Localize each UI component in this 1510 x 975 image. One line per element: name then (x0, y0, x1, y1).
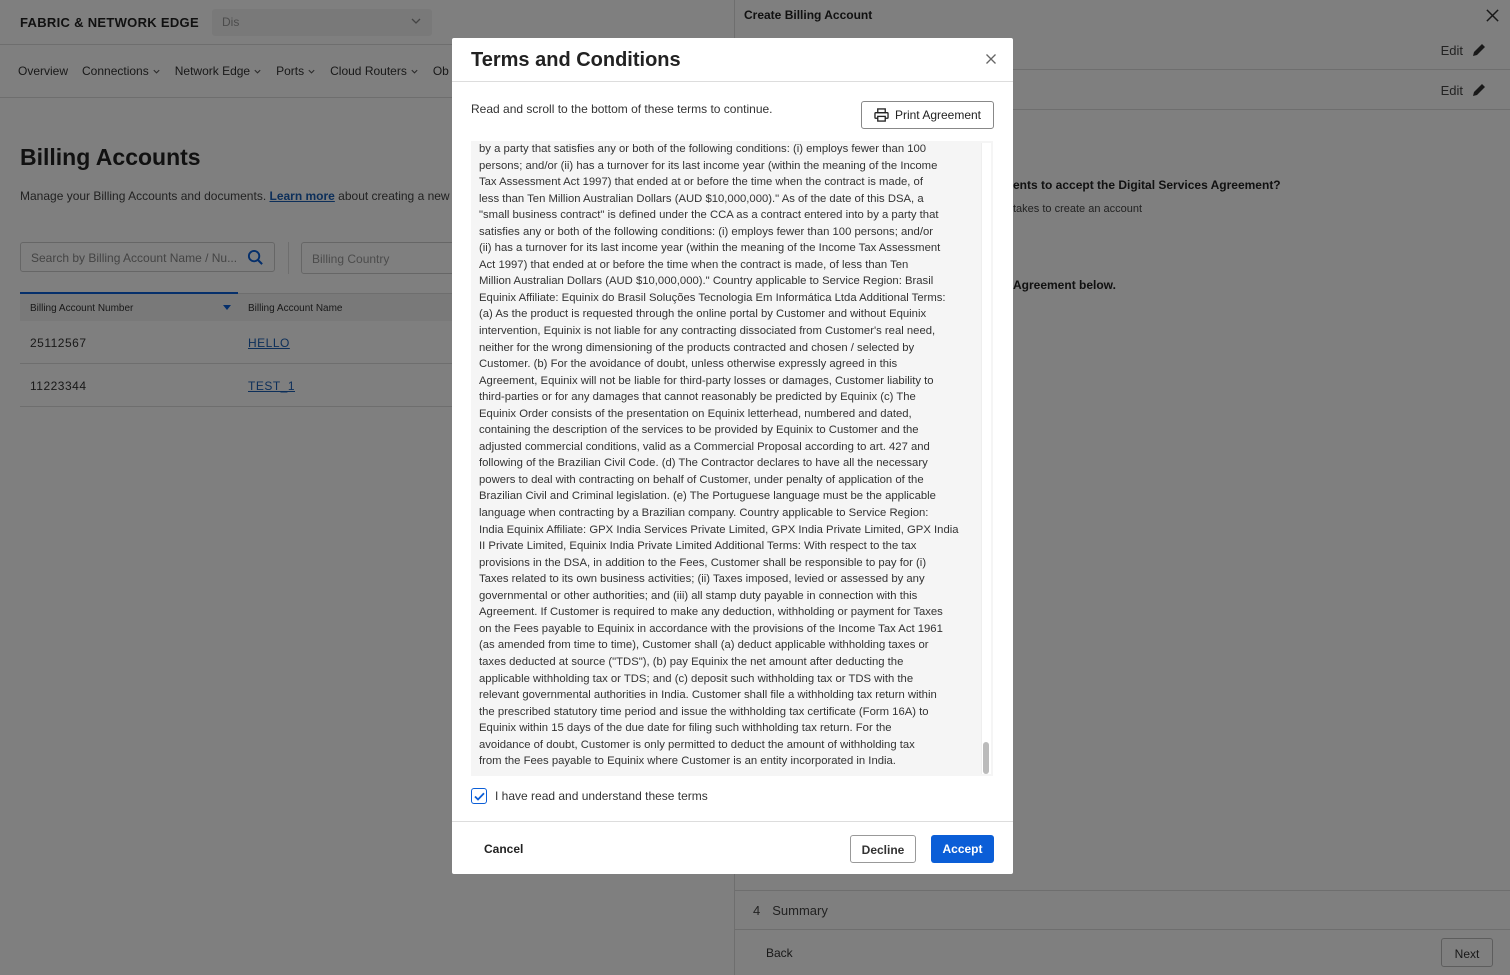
check-icon (474, 792, 485, 801)
terms-scroll-area[interactable] (471, 141, 993, 776)
terms-text: by a party that satisfies any or both of the following conditions: (i) employs fewer than 100 persons; and/or (ii) has a turnover for its last income year (within the meaning of the Income Tax Assessment Act 1997) that ended at or before the time when the contract is made, of less than Ten Million Australian Dollars (AUD $10,000,000)." As of the date of this DSA, a "small business contract" is defined under the CCA as a contract entered into by a party that satisfies any or both of the following conditions: (i) employs fewer than 100 persons; and/or (ii) has a turnover for its last income year (within the meaning of the Income Tax Assessment Act 1997) that ended at or before the time when the contract is made, of less than Ten Million Australian Dollars (AUD $10,000,000)." Country applicable to Service Region: Brasil Equinix Affiliate: Equinix do Brasil Soluções Tecnologia Em Informática Ltda Additional Terms: (a) As the product is requested through the online portal by Customer and without Equinix intervention, Equinix is not liable for any contracting dissociated from Customer's real need, neither for the wrong dimensioning of the products contracted and chosen / selected by Customer. (b) For the avoidance of doubt, unless otherwise expressly agreed in this Agreement, Equinix will not be liable for third-party losses or damages, Customer liability to third-parties or for any damages that cannot reasonably be predicted by Equinix (c) The Equinix Order consists of the presentation on Equinix letterhead, numbered and dated, containing the description of the services to be provided by Equinix to Customer and the adjusted commercial conditions, valid as a Commercial Proposal according to art. 427 and following of the Brazilian Civil Code. (d) The Contractor declares to have all the necessary powers to deal with contracting on behalf of Customer, under penalty of application of the Brazilian Civil and Criminal legislation. (e) The Portuguese language must be the applicable language when contracting by a Brazilian company. Country applicable to Service Region: India Equinix Affiliate: GPX India Services Private Limited, GPX India Private Limited, GPX India II Private Limited, Equinix India Private Limited Additional Terms: With respect to the tax provisions in the DSA, in addition to the Fees, Customer shall be responsible to pay for (i) Taxes related to its own business activities; (ii) Taxes imposed, levied or assessed by any governmental or other authorities; and (iii) all stamp duty payable in connection with this Agreement. If Customer is required to make any deduction, withholding or payment for Taxes on the Fees payable to Equinix in accordance with the provisions of the Income Tax Act 1961 (as amended from time to time), Customer shall (a) deduct applicable withholding taxes or taxes deducted at source ("TDS"), (b) pay Equinix the net amount after deducting the applicable withholding tax or TDS; and (c) deposit such withholding tax or TDS with the relevant governmental authorities in India. Customer shall file a withholding tax return within the prescribed statutory time period and issue the withholding tax certificate (Form 16A) to Equinix within 15 days of the due date for filing such withholding tax return. For the avoidance of doubt, Customer is only permitted to deduct the amount of withholding tax from the Fees payable to Equinix where Customer is an entity incorporated in India. (479, 143, 959, 768)
printer-icon (874, 108, 889, 122)
divider (452, 81, 1013, 82)
modal-title: Terms and Conditions (471, 49, 681, 71)
agree-checkbox[interactable] (471, 788, 487, 804)
cancel-button[interactable]: Cancel (484, 842, 524, 856)
print-label: Print Agreement (894, 108, 982, 122)
terms-modal (452, 38, 1013, 874)
accept-button[interactable]: Accept (931, 835, 994, 863)
scrollbar-track[interactable] (981, 143, 991, 774)
divider (452, 821, 1013, 822)
scroll-instructions: Read and scroll to the bottom of these terms to continue. (471, 102, 773, 116)
agree-checkbox-row[interactable] (471, 788, 708, 804)
print-agreement-button[interactable] (861, 101, 994, 129)
close-icon[interactable] (985, 53, 997, 65)
scrollbar-thumb[interactable] (983, 742, 989, 774)
agree-label: I have read and understand these terms (495, 789, 708, 803)
decline-button[interactable]: Decline (850, 835, 916, 863)
